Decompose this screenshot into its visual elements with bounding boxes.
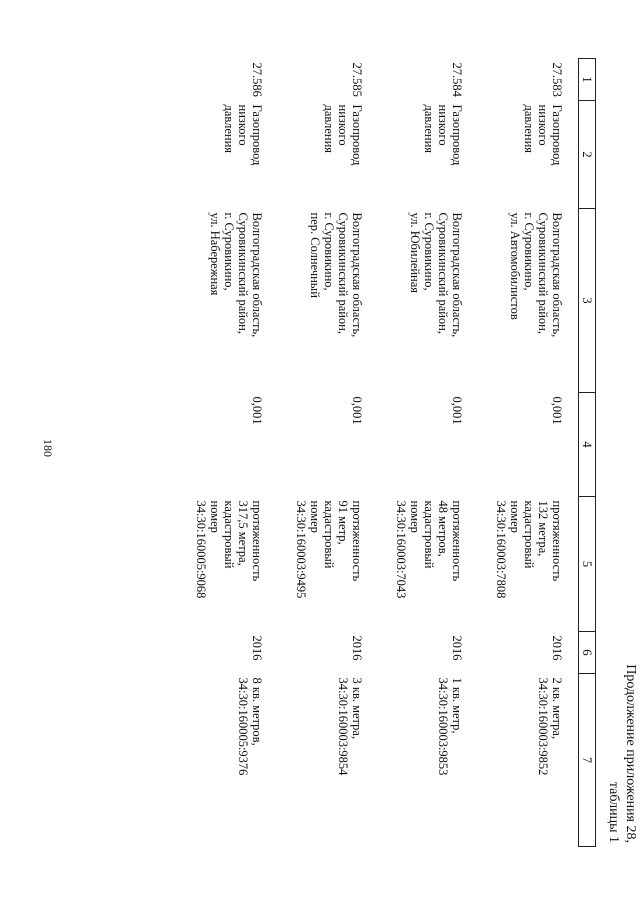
description-line: 48 метров, xyxy=(436,500,450,557)
table-body xyxy=(178,59,579,847)
column-header-5: 5 xyxy=(579,497,596,632)
object-value: 0,001 xyxy=(450,396,464,425)
object-value: 0,001 xyxy=(550,396,564,425)
address-line: Суровикинский район, xyxy=(336,212,350,334)
land-plot-line: 34:30:160003:9854 xyxy=(336,677,350,776)
caption-line-1: Продолжение приложения 28, xyxy=(623,664,638,843)
description-line: 34:30:160003:7043 xyxy=(394,500,408,599)
object-name-line: Газопровод низкого xyxy=(536,104,564,166)
description-line: кадастровый xyxy=(522,500,536,569)
object-name xyxy=(478,101,579,209)
table-row xyxy=(278,59,378,847)
object-land-plot xyxy=(378,674,478,847)
caption-line-2: таблицы 1 xyxy=(606,781,621,843)
object-name-line: давления xyxy=(422,104,436,154)
object-address xyxy=(478,209,579,393)
description-line: 34:30:160005:9068 xyxy=(194,500,208,599)
description-line: номер xyxy=(208,500,222,533)
table-header xyxy=(579,59,596,847)
objects-table xyxy=(178,58,596,847)
table-row xyxy=(378,59,478,847)
address-line: г. Суровикино, xyxy=(422,212,436,291)
column-header-6: 6 xyxy=(579,632,596,674)
object-land-plot xyxy=(478,674,579,847)
description-line: протяженность xyxy=(250,500,264,582)
address-line: ул. Набережная xyxy=(208,212,222,296)
description-line: кадастровый xyxy=(422,500,436,569)
object-name xyxy=(278,101,378,209)
address-line: Суровикинский район, xyxy=(436,212,450,334)
description-line: 132 метра, xyxy=(536,500,550,557)
description-line: номер xyxy=(508,500,522,533)
description-line: номер xyxy=(308,500,322,533)
description-line: кадастровый xyxy=(322,500,336,569)
object-name-line: давления xyxy=(222,104,236,154)
address-line: ул. Юбилейная xyxy=(408,212,422,294)
object-name-line: Газопровод низкого xyxy=(436,104,464,166)
address-line: Суровикинский район, xyxy=(536,212,550,334)
description-line: протяженность xyxy=(350,500,364,582)
table-caption xyxy=(605,0,639,843)
column-header-3: 3 xyxy=(579,209,596,393)
land-plot-line: 1 кв. метр, xyxy=(450,677,464,734)
object-description xyxy=(278,497,378,632)
object-description xyxy=(478,497,579,632)
object-description xyxy=(178,497,278,632)
object-land-plot xyxy=(178,674,278,847)
object-name-line: Газопровод низкого xyxy=(336,104,364,166)
object-year: 2016 xyxy=(550,635,564,661)
address-line: Волгоградская область, xyxy=(350,212,364,338)
land-plot-line: 8 кв. метров, xyxy=(250,677,264,746)
address-line: Волгоградская область, xyxy=(550,212,564,338)
description-line: 91 метр, xyxy=(336,500,350,545)
row-number: 27.583 xyxy=(550,62,564,97)
object-address xyxy=(378,209,478,393)
object-land-plot xyxy=(278,674,378,847)
address-line: г. Суровикино, xyxy=(522,212,536,291)
column-header-2: 2 xyxy=(579,101,596,209)
address-line: ул. Автомобилистов xyxy=(508,212,522,320)
object-name-line: давления xyxy=(322,104,336,154)
object-name xyxy=(378,101,478,209)
rotated-page-content xyxy=(118,0,640,905)
description-line: номер xyxy=(408,500,422,533)
description-line: 34:30:160003:9495 xyxy=(294,500,308,599)
object-name-line: Газопровод низкого xyxy=(236,104,264,166)
address-line: Волгоградская область, xyxy=(450,212,464,338)
column-header-1: 1 xyxy=(579,59,596,101)
object-value: 0,001 xyxy=(350,396,364,425)
description-line: протяженность xyxy=(550,500,564,582)
page-number: 180 xyxy=(41,439,55,457)
land-plot-line: 3 кв. метра, xyxy=(350,677,364,740)
description-line: 317,5 метра, xyxy=(236,500,250,566)
object-name xyxy=(178,101,278,209)
land-plot-line: 2 кв. метра, xyxy=(550,677,564,740)
description-line: протяженность xyxy=(450,500,464,582)
object-value: 0,001 xyxy=(250,396,264,425)
object-year: 2016 xyxy=(250,635,264,661)
object-name-line: давления xyxy=(522,104,536,154)
object-year: 2016 xyxy=(350,635,364,661)
row-number: 27.584 xyxy=(450,62,464,97)
object-year: 2016 xyxy=(450,635,464,661)
object-address xyxy=(278,209,378,393)
column-header-4: 4 xyxy=(579,393,596,497)
object-address xyxy=(178,209,278,393)
address-line: Волгоградская область, xyxy=(250,212,264,338)
address-line: пер. Солнечный xyxy=(308,212,322,298)
address-line: Суровикинский район, xyxy=(236,212,250,334)
table-row xyxy=(478,59,579,847)
land-plot-line: 34:30:160003:9853 xyxy=(436,677,450,776)
address-line: г. Суровикино, xyxy=(322,212,336,291)
object-description xyxy=(378,497,478,632)
description-line: кадастровый xyxy=(222,500,236,569)
description-line: 34:30:160003:7808 xyxy=(494,500,508,599)
land-plot-line: 34:30:160005:9376 xyxy=(236,677,250,776)
column-header-7: 7 xyxy=(579,674,596,847)
land-plot-line: 34:30:160003:9852 xyxy=(536,677,550,776)
table-row xyxy=(178,59,278,847)
address-line: г. Суровикино, xyxy=(222,212,236,291)
row-number: 27.586 xyxy=(250,62,264,97)
row-number: 27.585 xyxy=(350,62,364,97)
